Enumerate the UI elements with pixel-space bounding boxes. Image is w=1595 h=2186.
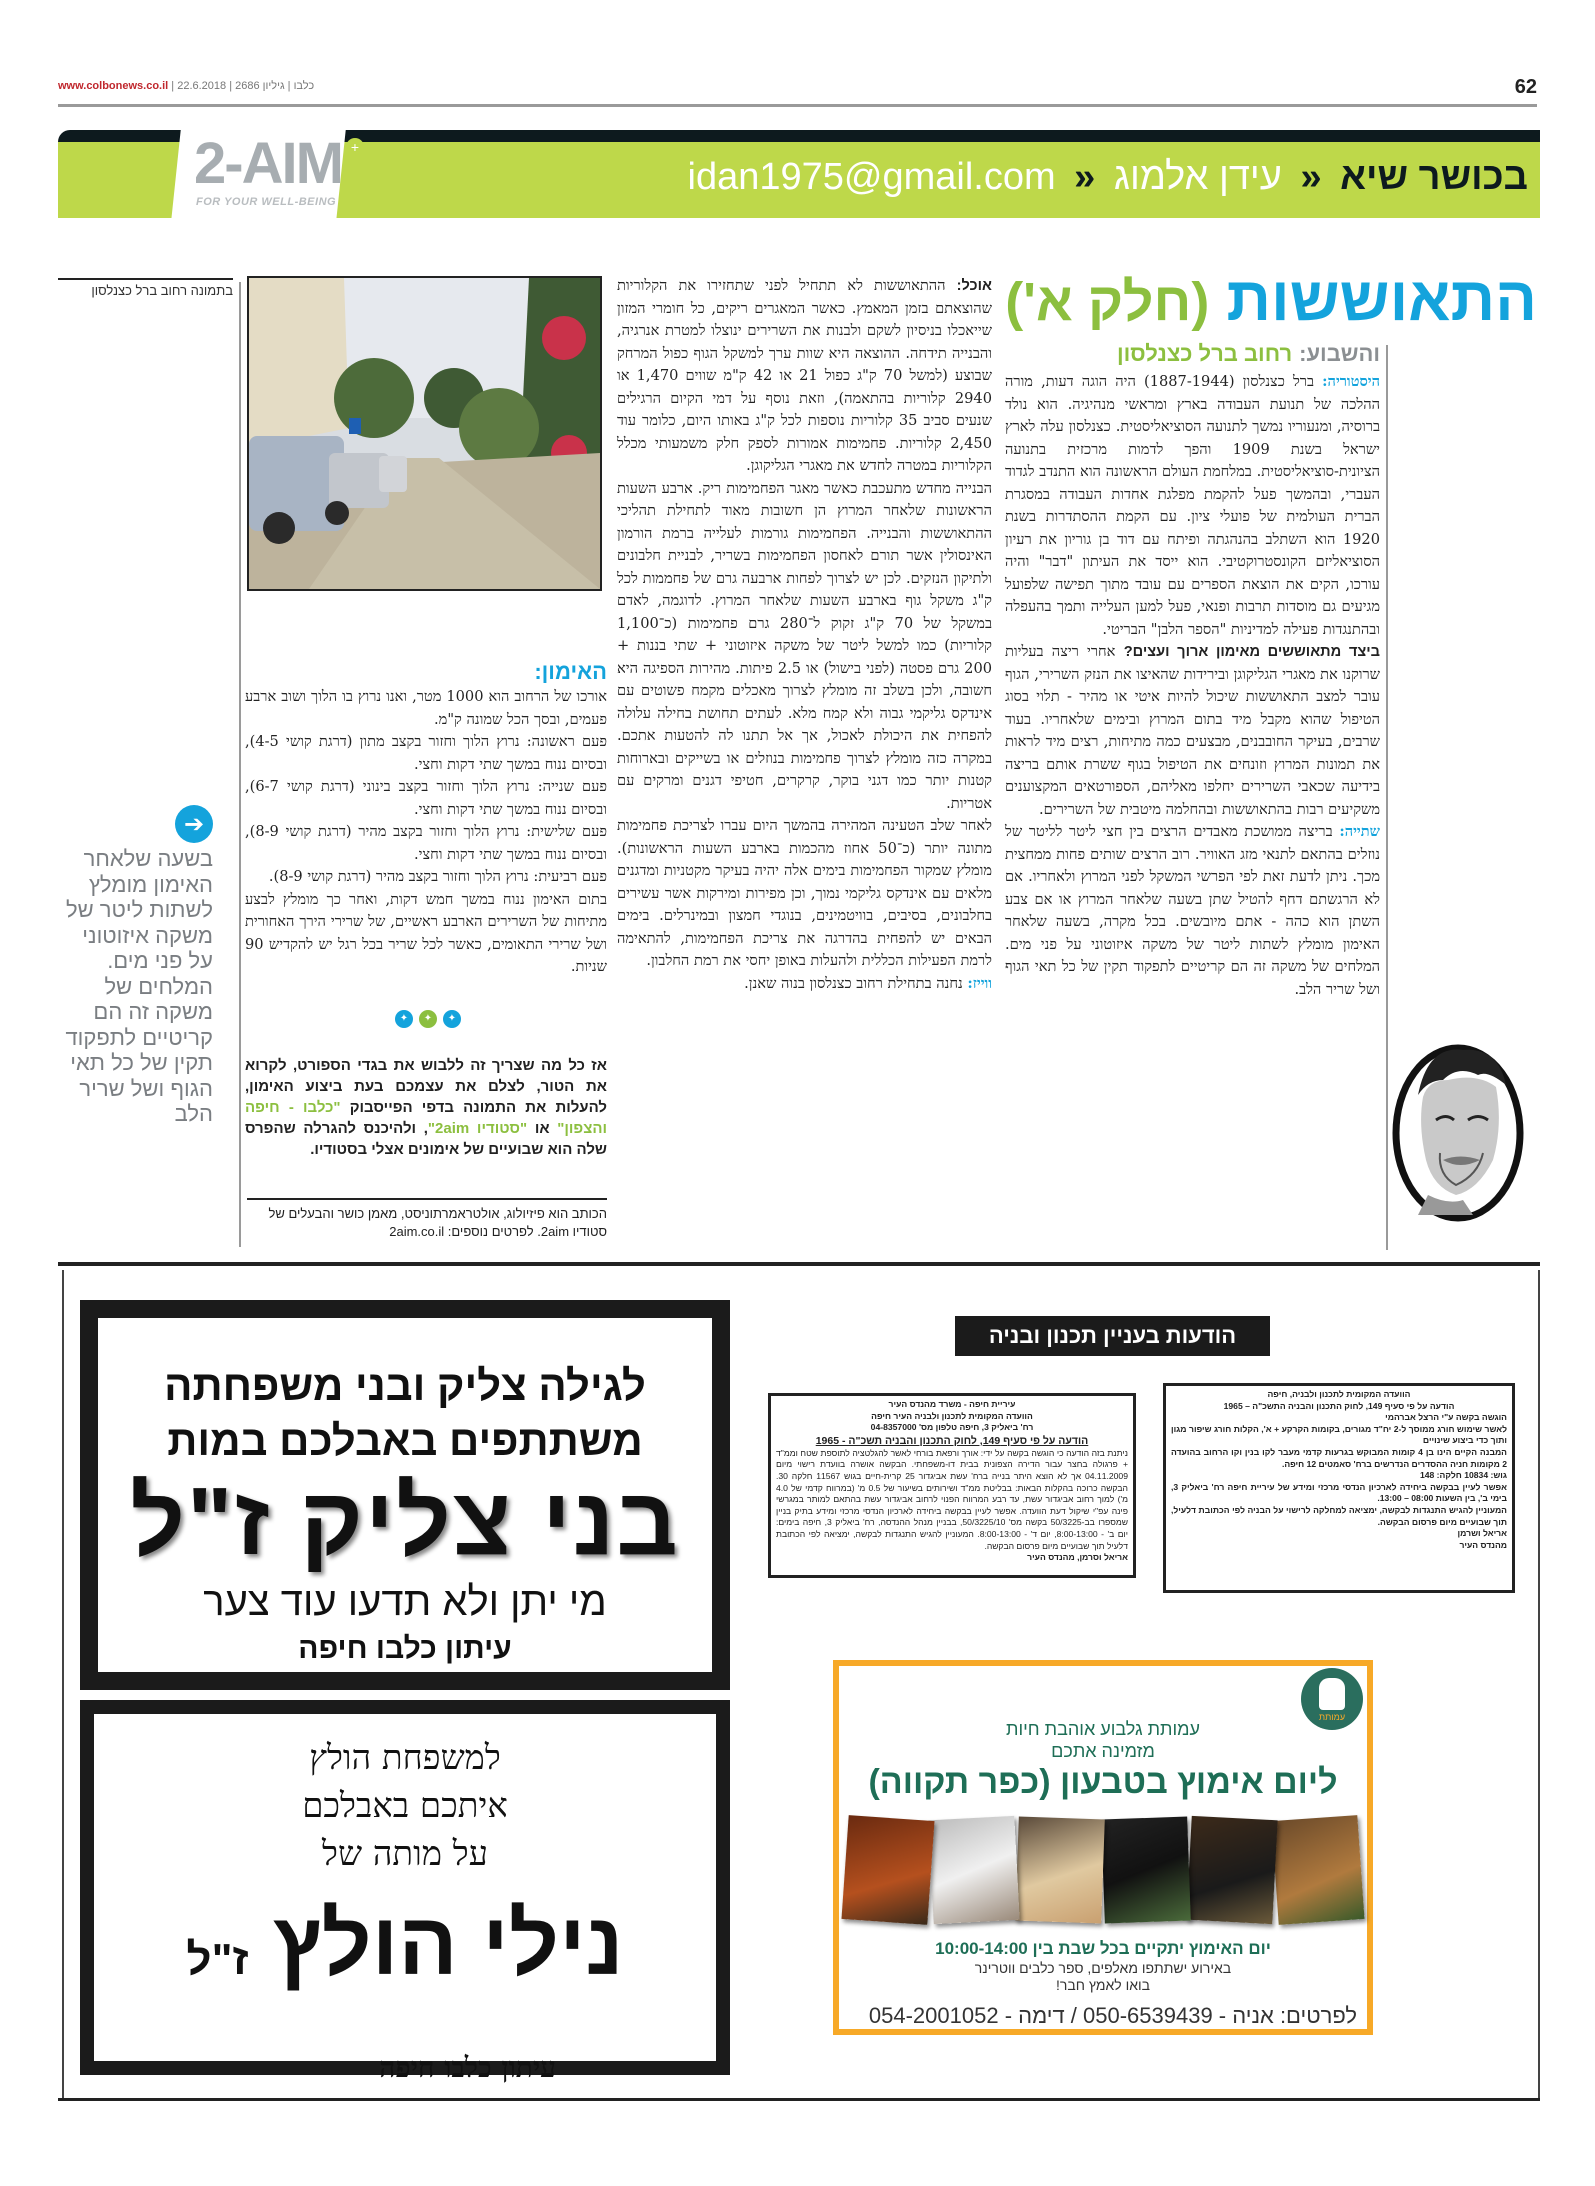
obit-honorific: ז"ל (186, 1935, 249, 1984)
condolence-ad-holtz (80, 1700, 730, 2084)
paragraph-text: בריצה ממושכת מאבדים הרצים בין חצי ליטר לליטר של נוזלים בהתאם לתנאי מזג האוויר. רוב הרצים שותים פחות ממחצית מכך. ניתן לדעת זאת לפי הפרשי המשקל לפני המרוץ ולאחריו. אם לא הרגשתם דחף להטיל שתן בשעה שלאחר המרוץ או אם צבע השתן הוא כהה - אתם מיובשים. בכל מקרה, בשעה שלאחר האימון מומלץ לשתות ליטר של משקה איזוטוני על פני מים. המלחים של משקה זה הם קריטיים לתפקוד תקין של כל תאי הגוף ושל שריר הלב. (1005, 823, 1380, 998)
author-bio: הכותב הוא פיזיולוג, אולטראמרתוניסט, מאמן כושר והבעלים של סטודיו 2aim. לפרטים נוספים: 2aim.co.il (268, 1206, 607, 1239)
title-main: התאוששות (1226, 265, 1537, 334)
site-url[interactable]: www.colbonews.co.il (58, 80, 169, 92)
column-history (1005, 340, 1380, 1001)
obit-line: למשפחת הולץ (309, 1738, 501, 1778)
dog-silhouette-icon (1319, 1678, 1345, 1710)
author-email[interactable]: idan1975@gmail.com (687, 156, 1056, 198)
notice-header: עיריית חיפה - משרד מהנדס העיר (888, 1399, 1016, 1409)
title-part: (חלק א') (1005, 272, 1210, 332)
paragraph-text: נחנה בתחילת רחוב כצנלסון בנוה שאנן. (744, 974, 963, 992)
obit-name-text: נילי הולץ (272, 1894, 624, 1993)
paragraph (1005, 371, 1380, 641)
issue-number: גיליון 2686 (235, 80, 285, 92)
column-nutrition (617, 275, 992, 995)
star-dot-icon: ✦ (443, 1010, 461, 1028)
condolence-ad-tselik (80, 1300, 730, 1690)
planning-notices-title: הודעות בעניין תכנון ובניה (955, 1316, 1270, 1356)
paragraph (617, 973, 992, 996)
studio-page-name[interactable]: "סטודיו 2aim" (427, 1120, 528, 1137)
subhead-label: והשבוע: (1299, 341, 1380, 366)
section-name: בכושר שיא (1340, 156, 1528, 198)
photo-caption: בתמונה רחוב ברל כצנלסון (91, 283, 233, 298)
contest-promo (245, 1055, 607, 1160)
bio-rule (247, 1198, 607, 1200)
section-divider-dots (395, 1010, 465, 1030)
paragraph-lead: היסטוריה: (1322, 373, 1381, 390)
obit-line: מי יתן ולא תדעו עוד צער (203, 1580, 607, 1624)
column-banner (58, 130, 1540, 220)
training-step: בתום האימון ננוח במשך חמש דקות, ואחר כך מומלץ לבצע מתיחות של השרירים הארבע ראשיים, של שרירי הירך האחורית ושל שרירי התאומים, כאשר לכל שריר בכל רגל יש להקדיש 90 שניות. (245, 890, 607, 975)
star-dot-icon: ✦ (395, 1010, 413, 1028)
author-avatar (1388, 1025, 1528, 1225)
paragraph (617, 815, 992, 973)
promo-text: אז כל מה שצריך זה ללבוש את בגדי הספורט, לקרוא את הטור, לצלם את עצמכם בעת ביצוע האימון, להעלות את התמונה בדפי הפייסבוק (245, 1057, 607, 1116)
column-divider (239, 282, 241, 1247)
obit-line: על מותה של (322, 1834, 488, 1874)
obit-name (94, 1884, 716, 2020)
notice-line: הוגשה בקשה ע"י הרצל אברהמי (1385, 1412, 1507, 1423)
author-name: עידן אלמוג (1113, 156, 1282, 198)
banner-text (688, 152, 1529, 202)
pull-quote: בשעה שלאחר האימון מומלץ לשתות ליטר של משקה איזוטוני על פני מים. המלחים של משקה זה הם קריטיים לתפקוד תקין של כל תאי הגוף ושל שריר הלב (65, 846, 213, 1126)
adoption-schedule: יום האימוץ יתקיים בכל שבת בין 10:00-14:00 (935, 1939, 1271, 1958)
pet-photo (1271, 1815, 1364, 1925)
folio: www.colbonews.co.il | כלבו | גיליון 2686 | 22.6.2018 (58, 80, 315, 92)
org-invites: מזמינה אתכם (1051, 1741, 1155, 1761)
paragraph (1005, 821, 1380, 1001)
star-dot-icon: ✦ (419, 1010, 437, 1028)
training-step: אורכו של הרחוב הוא 1000 מטר, ואנו נרוץ בו הלוך ושוב ארבע פעמים, ובסך הכל שמונה ק"מ. (245, 688, 607, 728)
adoption-day-ad (833, 1660, 1373, 2035)
notice-line: לאשר שימוש חורג ממוסך ל-2 יח"ד מגורים, בקומות הקרקע + א', הקלות חורג שיפור מגון ותוך כדי ביצוע שינויים (1171, 1423, 1507, 1446)
training-step: פעם שלישית: נרוץ הלוך וחזור בקצב מהיר (דרגת קושי 8-9), ובסיום ננוח במשך שתי דקות וחצי. (245, 823, 607, 863)
logo-tagline: FOR YOUR WELL-BEING (196, 196, 337, 208)
paragraph (617, 275, 992, 478)
chevron-icon: « (1300, 156, 1322, 198)
paragraph-lead: אוכל: (956, 278, 992, 294)
notice-line: המבנה הקיים הינו בן 4 קומות המבוקש בגרעות קדמי מעבר לקו בנין וקו הרחוב בהועדה 2 מקומות חניה ההסדרים הנדרשים ברח' סאמטים 12 חיפה. (1171, 1446, 1507, 1469)
paragraph-text: הבנייה מחדש מתעכבת כאשר מאגר הפחמימות ריק. ארבע השעות הראשונות שלאחר המרוץ הן חשובות מאוד לתחילת תהליכי ההתאוששות והבנייה. הפחמימות גורמות לעלייה ברמת הורמון האינסולין אשר תורם לאחסון הפחמימות בשריר, לבניית חלבונים ולתיקון הנזקים. לכן יש לצרוך לפחות ארבעה גרם של פחממות לכל ק"ג משקל גוף בארבע השעות שלאחר המרוץ. לדוגמה, לאדם במשקל של 70 ק"ג זקוק ל־280 גרם פחמימות (כ־1,100 קלוריות) כמו למשל ליטר של משקה איזוטוני + שתי בננות + 200 גרם פסטה (לפני בישול) או 2.5 פיתות. מהירות הספיגה היא חשובה, ולכן בשלב זה מומלץ לצרוך מאכלים מקמח פשוטים עם אינדקס גליקמי גבוה ולא קמח מלא. לעתים תחושת בחילה עלולה להפחית את היכולת לאכול, אך אל תתנו לה להטעות אתכם. במקרה כזה מומלץ לצרוך פחמימות בנוזלים או בשייקים ובארוחות קטנות יותר כמו דגני בוקר, קרקרים, חטיפי דגנים ומרקים עם אטריות. (617, 479, 993, 812)
notice-signer-title: מהנדס העיר (1459, 1539, 1507, 1550)
adoption-description (839, 1960, 1367, 1994)
paragraph-text: לאחר שלב הטעינה המהירה בהמשך היום עברו לצריכת פחמימות מתונה יותר (כ־50 אחוז מהכמות בארבע השעות הראשונות). מומלץ שמקור הפחמימות בימים אלה יהיה בעיקר מקטניות ומדגנים מלאים עם אינדקס גליקמי נמוך, וכן מפירות ומירקות אשר עשירים בחלבונים, בסיבים, בוויטמינים, בנוגדי חמצון ובמינרלים. בימים הבאים יש להפחית בהדרגה את צריכת הפחמימות, להתאימה לרמת הפעילות הכללית ולהעלות באופן יחסי את רמת החלבון. (617, 817, 993, 969)
paragraph-lead: שתייה: (1339, 823, 1380, 840)
logo-2aim: 2-AIM (194, 131, 342, 196)
paragraph (617, 478, 992, 816)
training-step: פעם שנייה: נרוץ הלוך וחזור בקצב בינוני (דרגת קושי 6-7), ובסיום ננוח במשך שתי דקות וחצי. (245, 778, 607, 818)
paragraph-text: ברל כצנלסון (1887-1944) היה הוגה דעות, מורה ההלכה של תנועת העבודה בארץ ומראשי מנהיגיה. הוא נולד ברוסיה, ומנעוריו נמשך לתנועה הסוציאליסטית. כצנלסון עלה לארץ ישראל בשנת 1909 והפך לדמות מרכזית בתנועה הציונית-סוציאליסטית. במלחמת העולם הראשונה הוא התנדב לגדוד העברי, ובהמשך פעל להקמת מפלגת אחדות העבודה במסגרת הברית העולמית של פועלי ציון. עם הקמת ההסתדרות בשנת 1920 הוא השתלב בהנהגתה ופיתח עם דוד בן גוריון את רעיון הסוציאליזם הקונסטרוקטיבי. הוא ייסד את העיתון "דבר" והיה עורכו, הקים את הוצאת הספרים עם עובד מתוך תפישה שלפועל מגיעים גם מוסדות תרבות ופנאי, פעל למען העלייה ותמך בהעפלה ובהתנגדות פעילה למדיניות "הספר הלבן" הבריטי. (1005, 373, 1381, 638)
notice-line: גוש: 10834 חלקה: 148 (1419, 1470, 1507, 1481)
obit-line: איתכם באבלכם (302, 1786, 508, 1826)
paragraph-lead: ביצד מתאוששים מאימון ארוך ועצים? (1123, 644, 1380, 660)
logo-plus-icon: + (346, 138, 364, 156)
pet-photo (841, 1815, 934, 1925)
promo-text: , ולהיכנס להגרלה שהפרס שלה הוא שבועיים של אימונים אצלי בסטודיו. (245, 1120, 607, 1158)
org-name: עמותת גלבוע אוהבת חיות (1006, 1719, 1200, 1739)
training-step: פעם רביעית: נרוץ הלוך וחזור בקצב מהיר (דרגת קושי 8-9). (268, 868, 607, 885)
notice-header: הוועדה המקומית לתכנון ולבניה העיר חיפה (871, 1410, 1033, 1421)
subhead (1005, 340, 1380, 369)
subhead-value: רחוב ברל כצנלסון (1117, 341, 1293, 366)
planning-notice (768, 1393, 1136, 1578)
facebook-page-name[interactable]: "כלבו - חיפה והצפון" (245, 1099, 607, 1137)
desc-line: באירוע ישתתפו מאלפים, ספר כלבים ווטרינר (974, 1960, 1232, 1976)
logo-text: עמותת (1318, 1712, 1346, 1722)
top-rule (58, 104, 1537, 107)
training-heading: האימון: (534, 659, 607, 684)
paragraph-lead: ווייז: (967, 974, 992, 992)
training-step: פעם ראשונה: נרוץ הלוך וחזור בקצב מתון (דרגת קושי 4-5), ובסיום ננוח במשך שתי דקות וחצי. (245, 733, 607, 773)
adoption-headline: ליום אימוץ בטבעון (כפר תקווה) (868, 1763, 1338, 1801)
notice-header: הוועדה המקומית לתכנון ולבניה, חיפה (1267, 1389, 1411, 1399)
notice-body: ניתנת בזה הודעה כי הוגשה בקשה על ידי: אורך ורפאת בורחי לאשר להגלטציה לתוספת שטח וממ"ד + פרגולה בחצר עבור הדירה הצפונית בבית דו-משפחתי. הבקשה אושרה בוועדת רישוי מיום 04.11.2009 אך לא הוצא היתר בנייה ברח' עשת אביגדור 25 קרית-חיים בגוש 11567 חלקה 30. הבקשה כרוכה בהקלות הבאות: בבליטת ממ"ד ושירותים בשיעור של 0.5 מ' (במרווח קדמי של 4.0 מ') למוך רחוב אביגדור עשת, עד רבע המרווח הפנוי לרחוב אביגדור עשת בהתאם למותר במגרשי פינה עפ"י שיקול דעת הוועדה. אפשר לעיין בבקשה ביחידה לארכיון הנדסי מרכזי ומידע בתיק בניין שמספרו בב-50/3225 בקשה מס' 50/3225/10, בבניין מנהל ההנדסה, רח' ביאליק 3, חיפה בימים: יום ב' - 8:00-13:00, יום ד' - 8:00-13:00. המעוניין להגיש התנגדות לבקשה, ימציאה לפי הכתובת דלעיל תוך שבועיים מיום פרסום הבקשה. (776, 1447, 1129, 1551)
adoption-org (839, 1718, 1367, 1762)
notice-header: רח' ביאליק 3, חיפה טלפון מס' 04-8357000 (870, 1422, 1034, 1433)
ads-section-rule (58, 1262, 1540, 1266)
issue-date: 22.6.2018 (177, 80, 227, 92)
promo-text: או (527, 1120, 558, 1137)
pet-photo (1015, 1817, 1105, 1924)
arrow-right-icon: ➔ (175, 805, 213, 843)
paragraph-text: ההתאוששות לא תתחיל לפני שתחזירו את הקלוריות שהוצאתם בזמן המאמץ. כאשר המאגרים ריקים, כל חומרי המזון שייאכלו בניסיון לשקם ולבנות את השרירים ינוצלו למטרת אנרגיה, והבנייה תידחה. ההוצאה היא שוות ערך למשקל הגוף כפול המרחק שבוצע (למשל 70 ק"ג כפול 21 או 42 ק"מ שווים 1,470 או 2940 קלוריות בהתאמה), וזאת נוסף על דמי הקיום הרגילים שנעים סביב 35 קלוריות נוספות לכל ק"ג באותו היום, כלומר עוד 2,450 קלוריות. פחמימות אמורות לספק חלק משמעותי מכלל הקלוריות במטרה לחדש את מאגרי הגליקוגן. (617, 277, 992, 474)
paragraph-text: אחרי ריצה בעליות שרוקנו את מאגרי הגליקוגן ובירידות שהאיצו את הנזק השרירי, הגוף עובר למצב התאוששות שיכול להיות איטי או מהיר - תלוי בסוג הטיפול שהוא מקבל מיד בתום המרוץ ובימים שלאחריו. בעוד שרבים, בעיקר החובבנים, מבצעים כמה מתיחות, רצים מיד לראות את תמונות המרוץ וזונחים את הטיפול בגוף ששרת אותם בריצה בידיעה שכאבי השרירים יחלפו מאליהם, הספורטאים המקצוענים משקיעים רבות בהתאוששות ובהחלמה מיטבית של השרירים. (1005, 643, 1380, 818)
obit-signature: עיתון כלבו חיפה (298, 1632, 512, 1665)
chevron-icon: « (1074, 156, 1096, 198)
notice-line: אפשר לעיין בבקשה ביחידה לארכיון הנדסי מרכזי ומידע של עיריית חיפה רח' ביאליק 3, בימי ב', בין השעות 08:00 – 13:00. (1171, 1481, 1507, 1504)
obit-line: משתתפים באבלכם במות (167, 1417, 643, 1464)
pet-photo (1186, 1816, 1277, 1924)
notice-line: המעוניין להגיש התנגדות לבקשה, ימציאה למחלקה לרישוי על הבניה לפי הכתובת דלעיל, תוך שבועיים מיום פרסום הבקשה. (1171, 1504, 1507, 1527)
notice-title: הודעה על פי סעיף 149, לחוק התכנון והבניה התשכ"ה – 1965 (1223, 1400, 1455, 1411)
page-number: 62 (1514, 76, 1537, 98)
ads-bottom-rule (58, 2098, 1540, 2101)
notice-title: הודעה על פי סעיף 149, לחוק התכנון והבניה תשכ"ה - 1965 (815, 1434, 1089, 1447)
paragraph (1005, 641, 1380, 821)
obit-name: בני צליק ז"ל (130, 1468, 680, 1575)
article-title (1005, 265, 1537, 337)
street-photo (247, 276, 602, 591)
obit-signature: עיתון כלבו חיפה (379, 2051, 556, 2084)
planning-notice (1163, 1383, 1515, 1593)
pet-photo (928, 1816, 1019, 1924)
obit-line: לגילה צליק ובני משפחתה (164, 1362, 646, 1409)
caption-rule (58, 278, 233, 280)
pet-photos (839, 1818, 1367, 1928)
column-training (245, 658, 607, 979)
notice-signer: אריאל ושרמן (1457, 1528, 1507, 1539)
desc-line: בואו לאמץ חבר! (1055, 1977, 1151, 1993)
notice-signer: אריאל וסרמן, מהנדס העיר (1027, 1552, 1128, 1563)
publication-name: כלבו (293, 80, 315, 92)
pet-photo (1101, 1817, 1191, 1924)
contact-phones: לפרטים: אניה - 050-6539439 / דימה - 054-2001052 (868, 2003, 1357, 2028)
